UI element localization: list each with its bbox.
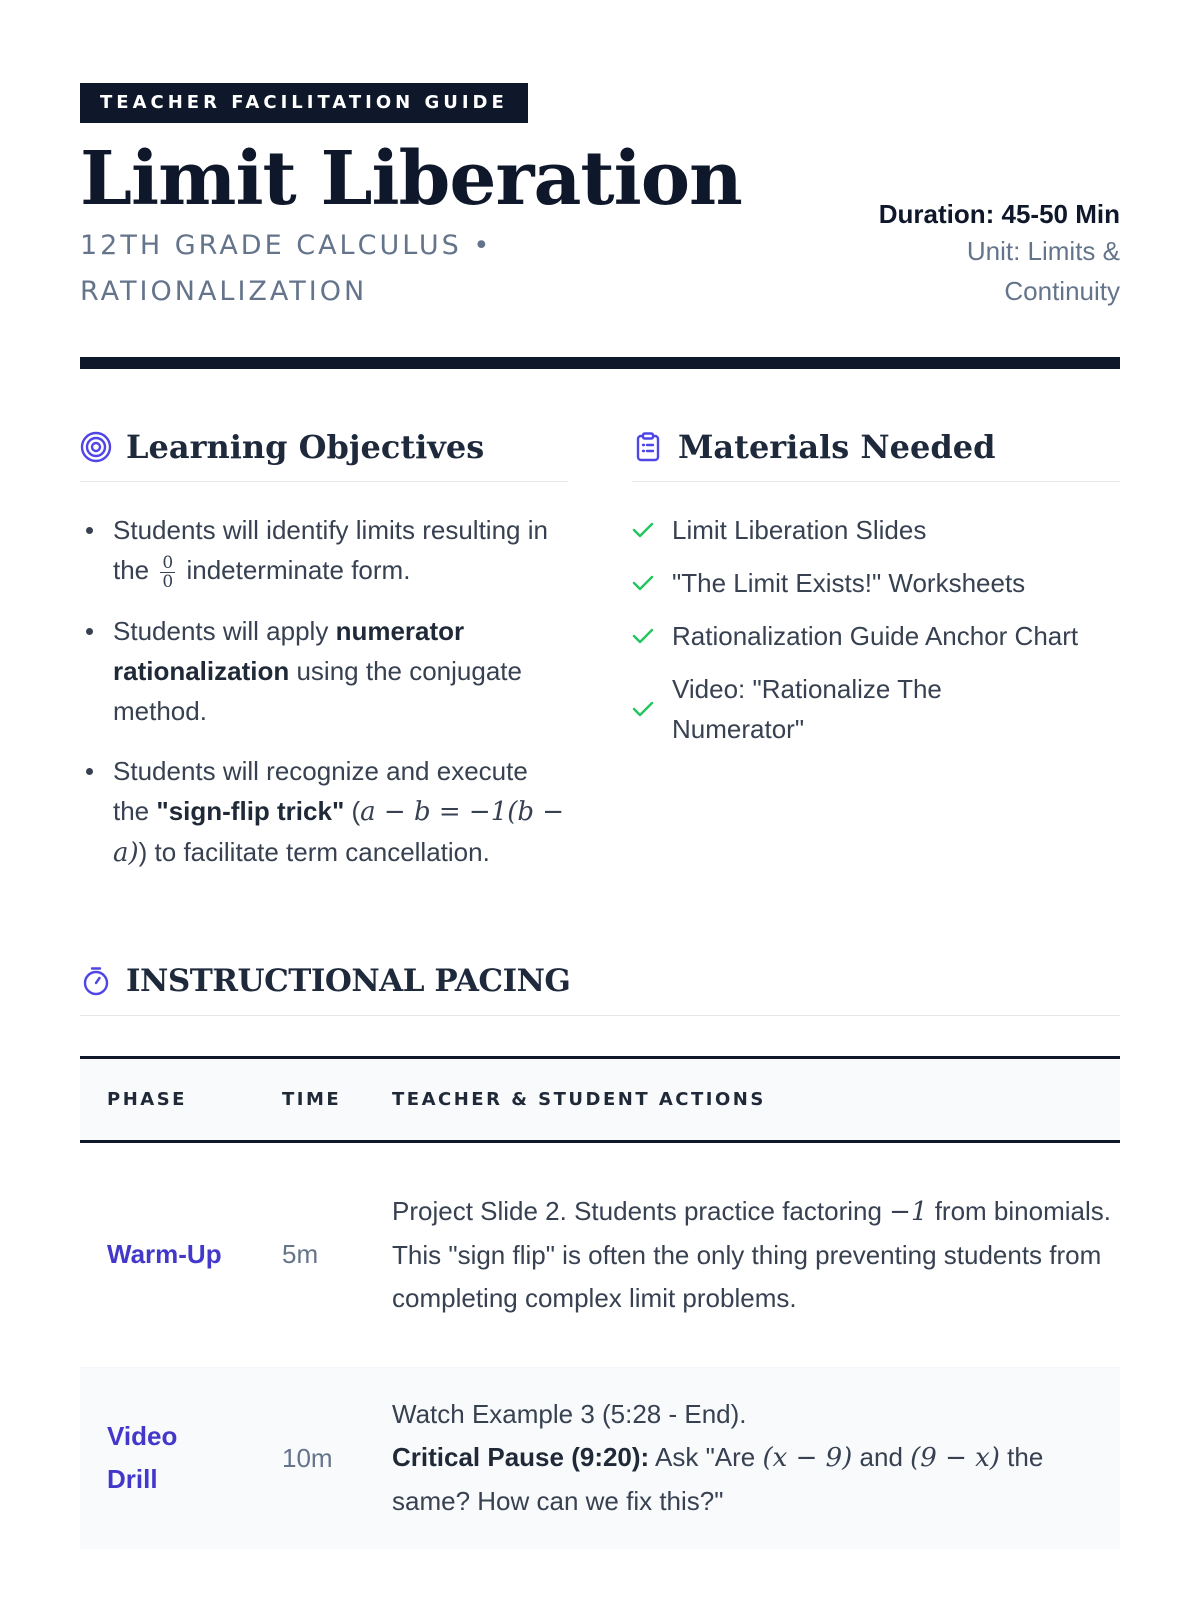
list-item: Students will apply numerator rationalization using the conjugate method.: [80, 611, 568, 731]
phase-cell: Video Drill: [80, 1367, 282, 1549]
materials-section: [632, 427, 1120, 893]
objectives-header: [80, 427, 568, 482]
objectives-list: [80, 510, 568, 873]
pacing-header: [80, 961, 1120, 1016]
zero-over-zero-fraction: $\frac{0}{0}$: [162, 552, 174, 592]
materials-list: [632, 510, 1120, 749]
table-row: [80, 1367, 1120, 1549]
check-icon: [632, 627, 654, 645]
lesson-meta: [879, 197, 1120, 311]
column-header-phase: PHASE: [80, 1057, 282, 1141]
target-icon: [80, 431, 112, 463]
list-item: Rationalization Guide Anchor Chart: [632, 616, 1120, 656]
table-row: [80, 1141, 1120, 1367]
column-header-actions: TEACHER & STUDENT ACTIONS: [392, 1057, 1120, 1141]
list-item: Limit Liberation Slides: [632, 510, 1120, 550]
stopwatch-icon: [80, 965, 112, 997]
actions-cell: Watch Example 3 (5:28 - End). Critical Pause (9:20): Ask "Are (x − 9) and (9 − x) the same? How can we fix this?": [392, 1367, 1120, 1549]
check-icon: [632, 574, 654, 592]
header-left: [80, 83, 742, 315]
column-header-time: TIME: [282, 1057, 392, 1141]
objectives-title: Learning Objectives: [126, 428, 485, 466]
page-title: Limit Liberation: [80, 136, 742, 222]
materials-header: [632, 427, 1120, 482]
header: [80, 83, 1120, 315]
table-header-row: [80, 1057, 1120, 1141]
time-cell: 5m: [282, 1141, 392, 1367]
list-item: Video: "Rationalize The Numerator": [632, 669, 1120, 749]
header-divider: [80, 357, 1120, 369]
actions-cell: Project Slide 2. Students practice factoring −1 from binomials. This "sign flip" is often the only thing preventing students from completing complex limit problems.: [392, 1141, 1120, 1367]
duration-label: Duration: 45-50 Min: [878, 199, 1120, 229]
pacing-table: [80, 1056, 1120, 1550]
phase-cell: Warm-Up: [80, 1141, 282, 1367]
list-item: Students will identify limits resulting in the $\frac{0}{0}$ indeterminate form.: [80, 510, 568, 591]
list-item: Students will recognize and execute the "sign-flip trick" (a − b = −1(b − a)) to facilitate term cancellation.: [80, 751, 568, 873]
time-cell: 10m: [282, 1367, 392, 1549]
pacing-section: [80, 961, 1120, 1550]
list-item: "The Limit Exists!" Worksheets: [632, 563, 1120, 603]
guide-badge: TEACHER FACILITATION GUIDE: [80, 83, 528, 123]
unit-label: Unit: Limits & Continuity: [966, 236, 1120, 306]
objectives-section: [80, 427, 568, 893]
guide-page: [80, 83, 1120, 1549]
materials-title: Materials Needed: [678, 428, 996, 466]
overview-columns: [80, 427, 1120, 893]
check-icon: [632, 521, 654, 539]
page-subtitle: 12TH GRADE CALCULUS • RATIONALIZATION: [80, 230, 493, 307]
clipboard-icon: [632, 431, 664, 463]
check-icon: [632, 700, 654, 718]
pacing-title: INSTRUCTIONAL PACING: [126, 962, 571, 999]
sign-flip-formula: a − b = −1(b − a): [113, 796, 565, 868]
